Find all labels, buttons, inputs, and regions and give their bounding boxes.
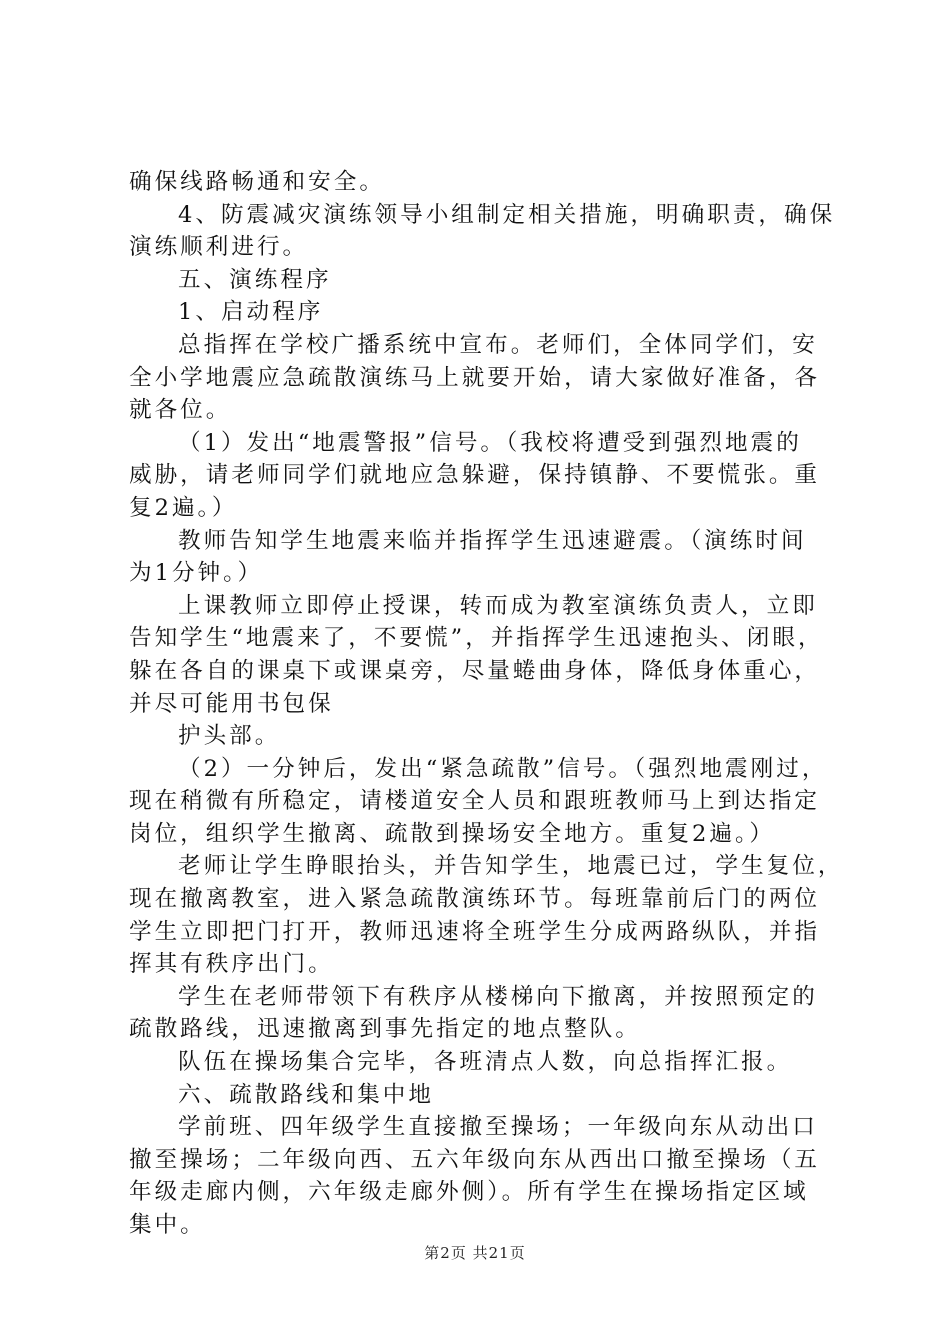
text-line: 上课教师立即停止授课，转而成为教室演练负责人，立即 bbox=[178, 592, 818, 619]
section-heading: 五、演练程序 bbox=[178, 266, 332, 293]
text-line: （2）一分钟后，发出“紧急疏散”信号。（强烈地震刚过， bbox=[178, 755, 828, 782]
page-number-footer: 第2页 共21页 bbox=[424, 1244, 526, 1262]
text-line: 老师让学生睁眼抬头，并告知学生，地震已过，学生复位， bbox=[178, 853, 844, 880]
text-line: 疏散路线，迅速撤离到事先指定的地点整队。 bbox=[129, 1016, 641, 1043]
text-line: 复2遍。） bbox=[129, 494, 238, 521]
text-line: 护头部。 bbox=[178, 723, 281, 750]
text-line: 4、防震减灾演练领导小组制定相关措施，明确职责，确保 bbox=[178, 201, 836, 228]
section-heading: 六、疏散路线和集中地 bbox=[178, 1081, 434, 1108]
subsection-heading: 1、启动程序 bbox=[178, 299, 324, 326]
text-line: 并尽可能用书包保 bbox=[129, 690, 334, 717]
text-line: 学生立即把门打开，教师迅速将全班学生分成两路纵队，并指 bbox=[129, 918, 821, 945]
text-line: 确保线路畅通和安全。 bbox=[129, 169, 385, 195]
text-line: 躲在各自的课桌下或课桌旁，尽量蜷曲身体，降低身体重心， bbox=[129, 657, 821, 684]
text-line: 学前班、四年级学生直接撤至操场；一年级向东从动出口 bbox=[178, 1114, 818, 1141]
document-body bbox=[129, 166, 844, 1242]
text-line: 为1分钟。） bbox=[129, 560, 264, 587]
text-line: 现在撤离教室，进入紧急疏散演练环节。每班靠前后门的两位 bbox=[129, 886, 821, 913]
text-line: 队伍在操场集合完毕，各班清点人数，向总指挥汇报。 bbox=[178, 1049, 793, 1076]
text-line: 总指挥在学校广播系统中宣布。老师们，全体同学们，安 bbox=[178, 331, 818, 358]
text-line: 年级走廊内侧，六年级走廊外侧）。所有学生在操场指定区域 bbox=[129, 1179, 809, 1206]
text-line: 撤至操场；二年级向西、五六年级向东从西出口撤至操场（五 bbox=[129, 1146, 821, 1173]
text-line: 告知学生“地震来了，不要慌”，并指挥学生迅速抱头、闭眼， bbox=[129, 625, 824, 652]
text-line: 岗位，组织学生撤离、疏散到操场安全地方。重复2遍。） bbox=[129, 820, 775, 847]
text-line: 现在稍微有所稳定，请楼道安全人员和跟班教师马上到达指定 bbox=[129, 788, 821, 815]
text-line: 威胁，请老师同学们就地应急躲避，保持镇静、不要慌张。重 bbox=[129, 462, 821, 489]
text-line: 集中。 bbox=[129, 1212, 206, 1238]
text-line: 就各位。 bbox=[129, 397, 232, 424]
text-line: 学生在老师带领下有秩序从楼梯向下撤离，并按照预定的 bbox=[178, 983, 818, 1010]
text-line: （1）发出“地震警报”信号。（我校将遭受到强烈地震的 bbox=[178, 429, 802, 456]
text-line: 挥其有秩序出门。 bbox=[129, 951, 334, 978]
text-line: 全小学地震应急疏散演练马上就要开始，请大家做好准备，各 bbox=[129, 364, 821, 391]
text-line: 演练顺利进行。 bbox=[129, 234, 309, 261]
text-line: 教师告知学生地震来临并指挥学生迅速避震。（演练时间 bbox=[178, 527, 807, 554]
